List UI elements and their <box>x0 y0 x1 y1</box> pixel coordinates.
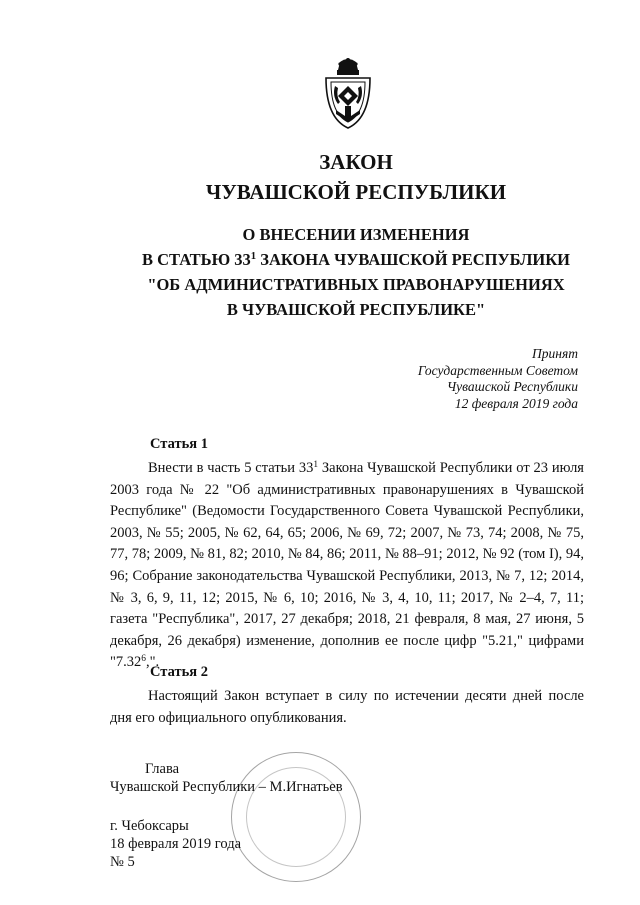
law-number: № 5 <box>110 854 135 870</box>
law-subtitle-line-4: В ЧУВАШСКОЙ РЕСПУБЛИКЕ" <box>226 300 486 319</box>
law-subtitle-line-2 <box>36 247 640 272</box>
law-subtitle-line-1: О ВНЕСЕНИИ ИЗМЕНЕНИЯ <box>242 225 470 244</box>
adoption-note-line-3: Чувашской Республики <box>446 379 578 394</box>
article-1-text-part-a: Внести в часть 5 статьи 33 <box>148 460 314 476</box>
adoption-note-line-1: Принят <box>532 346 578 361</box>
law-subtitle-line-2-rest: ЗАКОНА ЧУВАШСКОЙ РЕСПУБЛИКИ <box>256 250 571 269</box>
adoption-note-line-2: Государственным Советом <box>417 362 578 378</box>
chuvash-coat-of-arms-icon <box>318 56 378 132</box>
law-subtitle-line-2-text: В СТАТЬЮ 33 <box>141 250 251 269</box>
signing-city: г. Чебоксары <box>110 818 189 834</box>
official-seal <box>231 752 361 882</box>
article-1-text <box>110 458 584 674</box>
superscript: 1 <box>313 459 319 470</box>
signing-date: 18 февраля 2019 года <box>110 836 242 852</box>
article-1-title: Статья 1 <box>150 436 208 452</box>
document-type-heading: ЗАКОН <box>319 150 393 174</box>
superscript: 6 <box>141 654 146 665</box>
signatory-title: Глава <box>145 761 180 777</box>
article-2-text: Настоящий Закон вступает в силу по истечении десяти дней после дня его официального опубликования. <box>110 688 584 726</box>
adoption-note-line-4: 12 февраля 2019 года <box>454 395 578 411</box>
signatory-name: Чувашской Республики – М.Игнатьев <box>110 779 343 795</box>
article-1-text-part-b: Закона Чувашской Республики от 23 июля 2003 года № 22 "Об административных правонарушениях в Чувашской Республике" (Ведомости Государственного Совета Чувашской Республики, 2003, № 55; 2005, № 62, 64, 65; 2006, № 69, 72; 2007, № 73, 74; 2008, № 75, 77, 78; 2009, № 81, 82; 2010, № 84, 86; 2011, № 88–91; 2012, № 92 (том I), 94, 96; Собрание законодательства Чувашской Республики, 2013, № 7, 12; 2014, № 3, 6, 9, 11, 12; 2015, № 6, 10; 2016, № 3, 4, 10, 11; 2017, № 2–4, 7, 11; газета "Республика", 2017, 27 декабря; 2018, 21 февраля, 8 мая, 27 июня, 5 декабря, 26 декабря) изменение, дополнив ее после цифр "5.21," цифрами "7.32 <box>110 460 584 671</box>
article-2-title: Статья 2 <box>150 664 208 680</box>
law-subtitle-line-3: "ОБ АДМИНИСТРАТИВНЫХ ПРАВОНАРУШЕНИЯХ <box>147 275 565 294</box>
adoption-note <box>358 346 578 412</box>
republic-heading: ЧУВАШСКОЙ РЕСПУБЛИКИ <box>205 180 507 204</box>
article-1-text-part-c: ,". <box>146 654 160 671</box>
superscript: 1 <box>250 250 257 263</box>
